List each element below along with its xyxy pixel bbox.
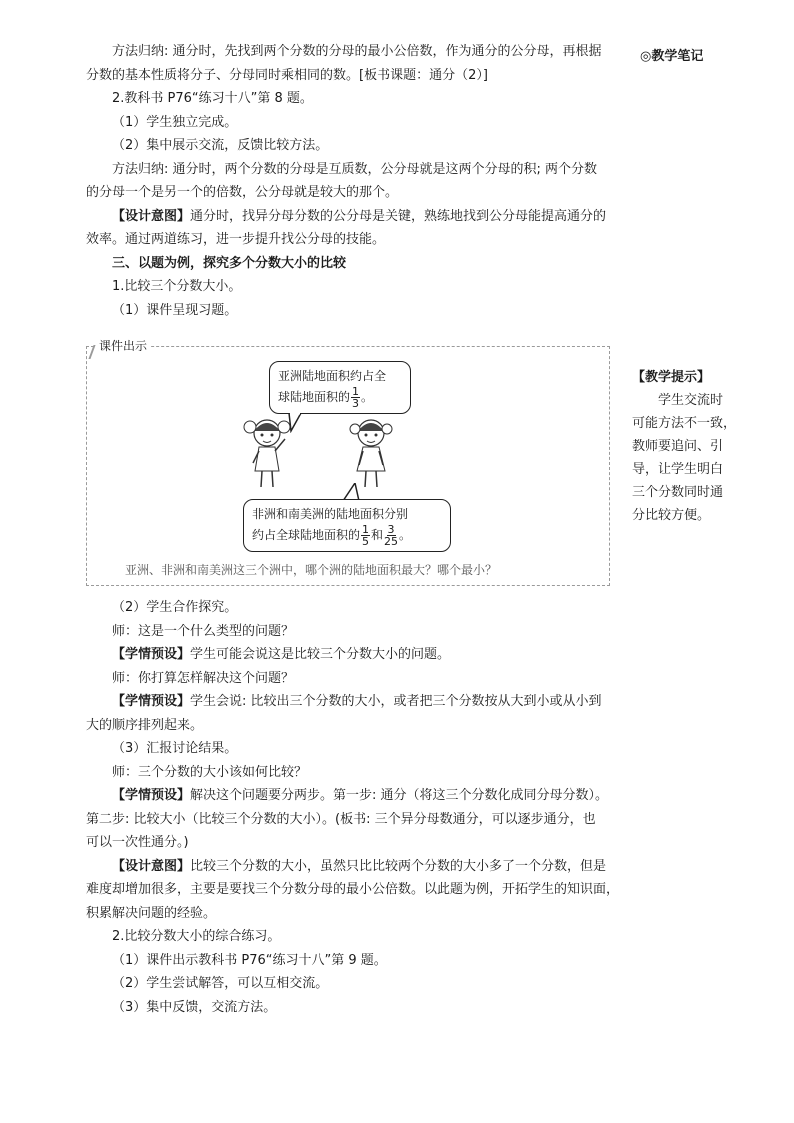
main-content-lower xyxy=(86,596,620,1019)
speech-bubble-asia xyxy=(269,361,411,414)
text-line: 学生可能会说这是比较三个分数大小的问题。 xyxy=(190,647,451,662)
text-line: 第二步: 比较大小（比较三个分数的大小）。(板书: 三个异分母数通分，可以逐步通分，也 xyxy=(86,811,596,827)
punctuation: 。 xyxy=(361,390,374,404)
label-student-preset: 【学情预设】 xyxy=(112,788,191,803)
fraction-three-twentyfifths xyxy=(384,524,398,547)
label-student-preset: 【学情预设】 xyxy=(112,694,191,709)
tip-line: 可能方法不一致， xyxy=(632,416,737,431)
fraction-one-fifth xyxy=(361,524,370,547)
tip-line: 学生交流时 xyxy=(658,393,724,408)
bubble-text: 亚洲陆地面积约占全 xyxy=(278,369,387,383)
item-compare-three: 1.比较三个分数大小。 xyxy=(112,279,242,294)
bubble-text: 球陆地面积的 xyxy=(278,390,351,404)
text-line: 大的顺序排列起来。 xyxy=(86,717,204,733)
preset-2 xyxy=(86,690,610,737)
method-summary-1 xyxy=(86,40,610,87)
denominator: 25 xyxy=(384,535,399,548)
numerator: 1 xyxy=(352,385,360,398)
text-line: 效率。通过两道练习，进一步提升找公分母的技能。 xyxy=(86,232,386,247)
preset-3 xyxy=(86,784,610,855)
text-line: 方法归纳: 通分时，两个分数的分母是互质数，公分母就是这两个分母的积; 两个分数 xyxy=(112,161,598,177)
speech-bubble-africa-samerica xyxy=(243,499,451,552)
teaching-tip xyxy=(632,366,742,527)
step-courseware: （1）课件呈现习题。 xyxy=(112,302,238,318)
step-exercise-9: （1）课件出示教科书 P76“练习十八”第 9 题。 xyxy=(112,952,387,968)
courseware-question: 亚洲、非洲和南美洲这三个洲中，哪个洲的陆地面积最大？哪个最小？ xyxy=(125,563,498,577)
tip-line: 导，让学生明白 xyxy=(632,462,724,477)
step-cooperate: （2）学生合作探究。 xyxy=(112,600,238,615)
tip-line: 教师要追问、引 xyxy=(632,439,724,454)
numerator: 3 xyxy=(387,523,395,536)
bubble-text: 约占全球陆地面积的 xyxy=(252,528,361,542)
denominator: 5 xyxy=(362,535,370,548)
bubble-text: 非洲和南美洲的陆地面积分别 xyxy=(252,507,409,521)
teacher-question-2: 师：你打算怎样解决这个问题？ xyxy=(112,670,295,686)
item-comprehensive-practice: 2.比较分数大小的综合练习。 xyxy=(112,929,281,944)
step-feedback: （3）集中反馈，交流方法。 xyxy=(112,999,277,1015)
courseware-box xyxy=(86,339,610,586)
teacher-question-1: 师：这是一个什么类型的问题？ xyxy=(112,623,295,639)
text-line: 难度却增加很多，主要是要找三个分数分母的最小公倍数。以此题为例，开拓学生的知识面， xyxy=(86,882,620,897)
fraction-one-third xyxy=(351,386,360,409)
design-intent-2 xyxy=(86,855,620,926)
girl-illustration-right xyxy=(341,413,401,493)
girl-illustration-left xyxy=(237,413,297,493)
text-line: 通分时，找异分母分数的公分母是关键，熟练地找到公分母能提高通分的 xyxy=(190,208,607,224)
text-line: 学生会说: 比较出三个分数的大小，或者把三个分数按从大到小或从小到 xyxy=(190,694,602,709)
label-design-intent: 【设计意图】 xyxy=(112,858,191,874)
tip-title: 【教学提示】 xyxy=(632,370,711,385)
text-line: 分数的基本性质将分子、分母同时乘相同的数。[板书课题：通分（2）] xyxy=(86,67,488,83)
method-summary-2 xyxy=(86,158,610,205)
step-report: （3）汇报讨论结果。 xyxy=(112,741,238,756)
preset-1 xyxy=(86,643,610,667)
label-student-preset: 【学情预设】 xyxy=(112,647,191,662)
label-design-intent: 【设计意图】 xyxy=(112,208,191,224)
teaching-notes-title: ◎教学笔记 xyxy=(640,49,704,64)
text-line: 的分母一个是另一个的倍数，公分母就是较大的那个。 xyxy=(86,185,399,200)
exercise-8: 2.教科书 P76“练习十八”第 8 题。 xyxy=(112,91,313,106)
courseware-title: 课件出示 xyxy=(95,337,151,354)
main-content-upper xyxy=(86,40,610,322)
denominator: 3 xyxy=(352,397,360,410)
step-2: （2）集中展示交流，反馈比较方法。 xyxy=(112,138,329,153)
text-line: 积累解决问题的经验。 xyxy=(86,905,217,921)
text-line: 比较三个分数的大小，虽然只比比较两个分数的大小多了一个分数，但是 xyxy=(190,858,607,874)
tip-line: 三个分数同时通 xyxy=(632,485,724,500)
design-intent-1 xyxy=(86,205,610,252)
conjunction: 和 xyxy=(371,528,384,542)
step-1: （1）学生独立完成。 xyxy=(112,114,238,130)
text-line: 方法归纳: 通分时，先找到两个分数的分母的最小公倍数，作为通分的公分母，再根据 xyxy=(112,44,602,59)
numerator: 1 xyxy=(362,523,370,536)
text-line: 解决这个问题要分两步。第一步: 通分（将这三个分数化成同分母分数）。 xyxy=(190,788,609,803)
teacher-question-3: 师：三个分数的大小该如何比较？ xyxy=(112,764,308,780)
punctuation: 。 xyxy=(399,528,412,542)
step-try-answer: （2）学生尝试解答，可以互相交流。 xyxy=(112,976,329,991)
text-line: 可以一次性通分。) xyxy=(86,835,189,850)
section-3-heading: 三、以题为例，探究多个分数大小的比较 xyxy=(112,255,347,271)
tip-line: 分比较方便。 xyxy=(632,508,711,523)
